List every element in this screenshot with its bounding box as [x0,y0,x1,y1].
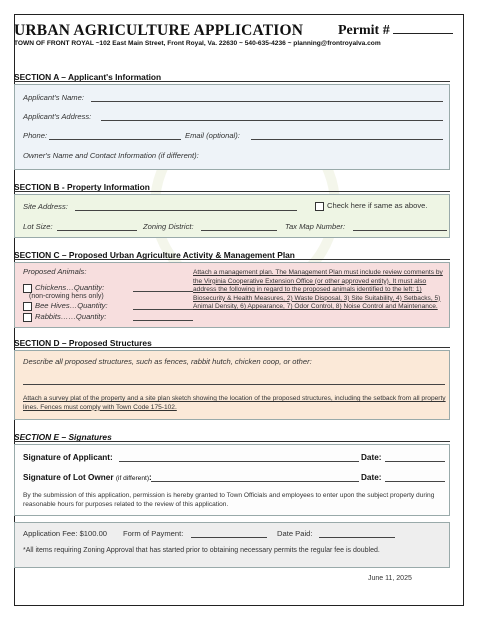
permit-label: Permit # [338,23,390,38]
management-plan-instructions: Attach a management plan. The Management Plan must include review comments by the Virginia Cooperative Extension Office (or other approved entity). It must also address the following in regard to the proposed animals identified to the left: 1) Biosecurity & Health Measures, 2) Waste Disposal, 3) Site Suitability, 4) Setbacks, 5) Animal Density, 6) Appearance, 7) Odor Control, 8) Noise Control and Maintenance. [193,269,443,311]
payment-form-label: Form of Payment: [123,529,184,538]
owner-date-field[interactable] [385,481,445,482]
chickens-option[interactable] [23,283,104,293]
town-address: TOWN OF FRONT ROYAL ~102 East Main Street, Front Royal, Va. 22630 ~ 540-635-4236 ~ planning@frontroyalva.com [14,40,381,47]
bee-hives-label: Bee Hives…Quantity: [35,301,108,310]
phone-label: Phone: [23,131,48,140]
owner-info-label: Owner's Name and Contact Information (if different): [23,151,199,160]
proposed-animals-label: Proposed Animals: [23,267,87,276]
email-label: Email (optional): [185,131,240,140]
section-a-box [14,84,450,170]
section-e-rule [14,441,450,442]
rabbits-checkbox[interactable] [23,313,32,322]
section-d-box [14,350,450,420]
applicant-signature-label: Signature of Applicant: [23,453,113,462]
section-c-box [14,262,450,328]
same-address-label: Check here if same as above. [327,201,428,210]
email-field[interactable] [251,139,443,140]
section-b-heading: SECTION B - Property Information [14,182,150,192]
zoning-label: Zoning District: [143,222,194,231]
section-a-rule [14,81,450,82]
chickens-quantity-field[interactable] [133,291,193,292]
rabbits-label: Rabbits……Quantity: [35,312,107,321]
form-title: URBAN AGRICULTURE APPLICATION [14,22,304,39]
chickens-note: (non-crowing hens only) [29,293,104,300]
tax-map-label: Tax Map Number: [285,222,346,231]
chickens-label: Chickens…Quantity: [35,283,105,292]
structures-field[interactable] [23,384,445,385]
applicant-date-label: Date: [361,453,382,462]
chickens-checkbox[interactable] [23,284,32,293]
section-b-box [14,194,450,238]
owner-signature-label: Signature of Lot Owner [23,473,114,482]
permit-input-line[interactable] [393,22,453,34]
fee-doubling-note: *All items requiring Zoning Approval that has started prior to obtaining necessary permits the regular fee is doubled. [23,547,380,554]
fees-box [14,522,450,568]
if-different-note: (if different) [115,475,150,482]
section-a-heading: SECTION A – Applicant's Information [14,72,162,82]
applicant-address-label: Applicant's Address: [23,112,92,121]
section-c-heading: SECTION C – Proposed Urban Agriculture Activity & Management Plan [14,250,295,260]
zoning-field[interactable] [201,230,277,231]
owner-signature-field[interactable] [151,481,359,482]
site-plan-instructions: Attach a survey plat of the property and a site plan sketch showing the location of the proposed structures, including the setback from all property lines. Fences must comply with Town Code 175-102. [23,395,446,411]
application-fee: Application Fee: $100.00 [23,529,108,538]
phone-field[interactable] [49,139,181,140]
lot-size-label: Lot Size: [23,222,53,231]
rabbits-option[interactable] [23,312,106,322]
revision-date: June 11, 2025 [368,575,412,582]
section-d-heading: SECTION D – Proposed Structures [14,338,152,348]
applicant-name-field[interactable] [91,101,443,102]
tax-map-field[interactable] [353,230,447,231]
bee-hives-checkbox[interactable] [23,302,32,311]
site-address-label: Site Address: [23,202,68,211]
date-paid-field[interactable] [319,537,395,538]
applicant-date-field[interactable] [385,461,445,462]
owner-date-label: Date: [361,473,382,482]
structures-prompt: Describe all proposed structures, such as fences, rabbit hutch, chicken coop, or other: [23,357,312,366]
same-address-checkbox[interactable] [315,202,324,211]
bee-hives-option[interactable] [23,301,108,311]
applicant-address-field[interactable] [101,120,443,121]
site-address-field[interactable] [75,210,297,211]
lot-size-field[interactable] [57,230,137,231]
consent-statement: By the submission of this application, permission is hereby granted to Town Officials and employees to enter upon the subject property during reasonable hours for purposes related to the review of this application. [23,492,435,508]
date-paid-label: Date Paid: [277,529,313,538]
permit-number-field[interactable] [338,22,453,39]
applicant-name-label: Applicant's Name: [23,93,84,102]
owner-signature-label-group: Signature of Lot Owner (if different): [23,473,152,482]
applicant-signature-field[interactable] [119,461,359,462]
section-e-heading: SECTION E – Signatures [14,432,112,442]
section-c-rule [14,259,450,260]
bee-hives-quantity-field[interactable] [133,309,193,310]
section-d-rule [14,347,450,348]
same-address-option[interactable] [315,201,427,211]
payment-form-field[interactable] [191,537,267,538]
section-e-box [14,444,450,516]
rabbits-quantity-field[interactable] [133,320,193,321]
section-b-rule [14,191,450,192]
